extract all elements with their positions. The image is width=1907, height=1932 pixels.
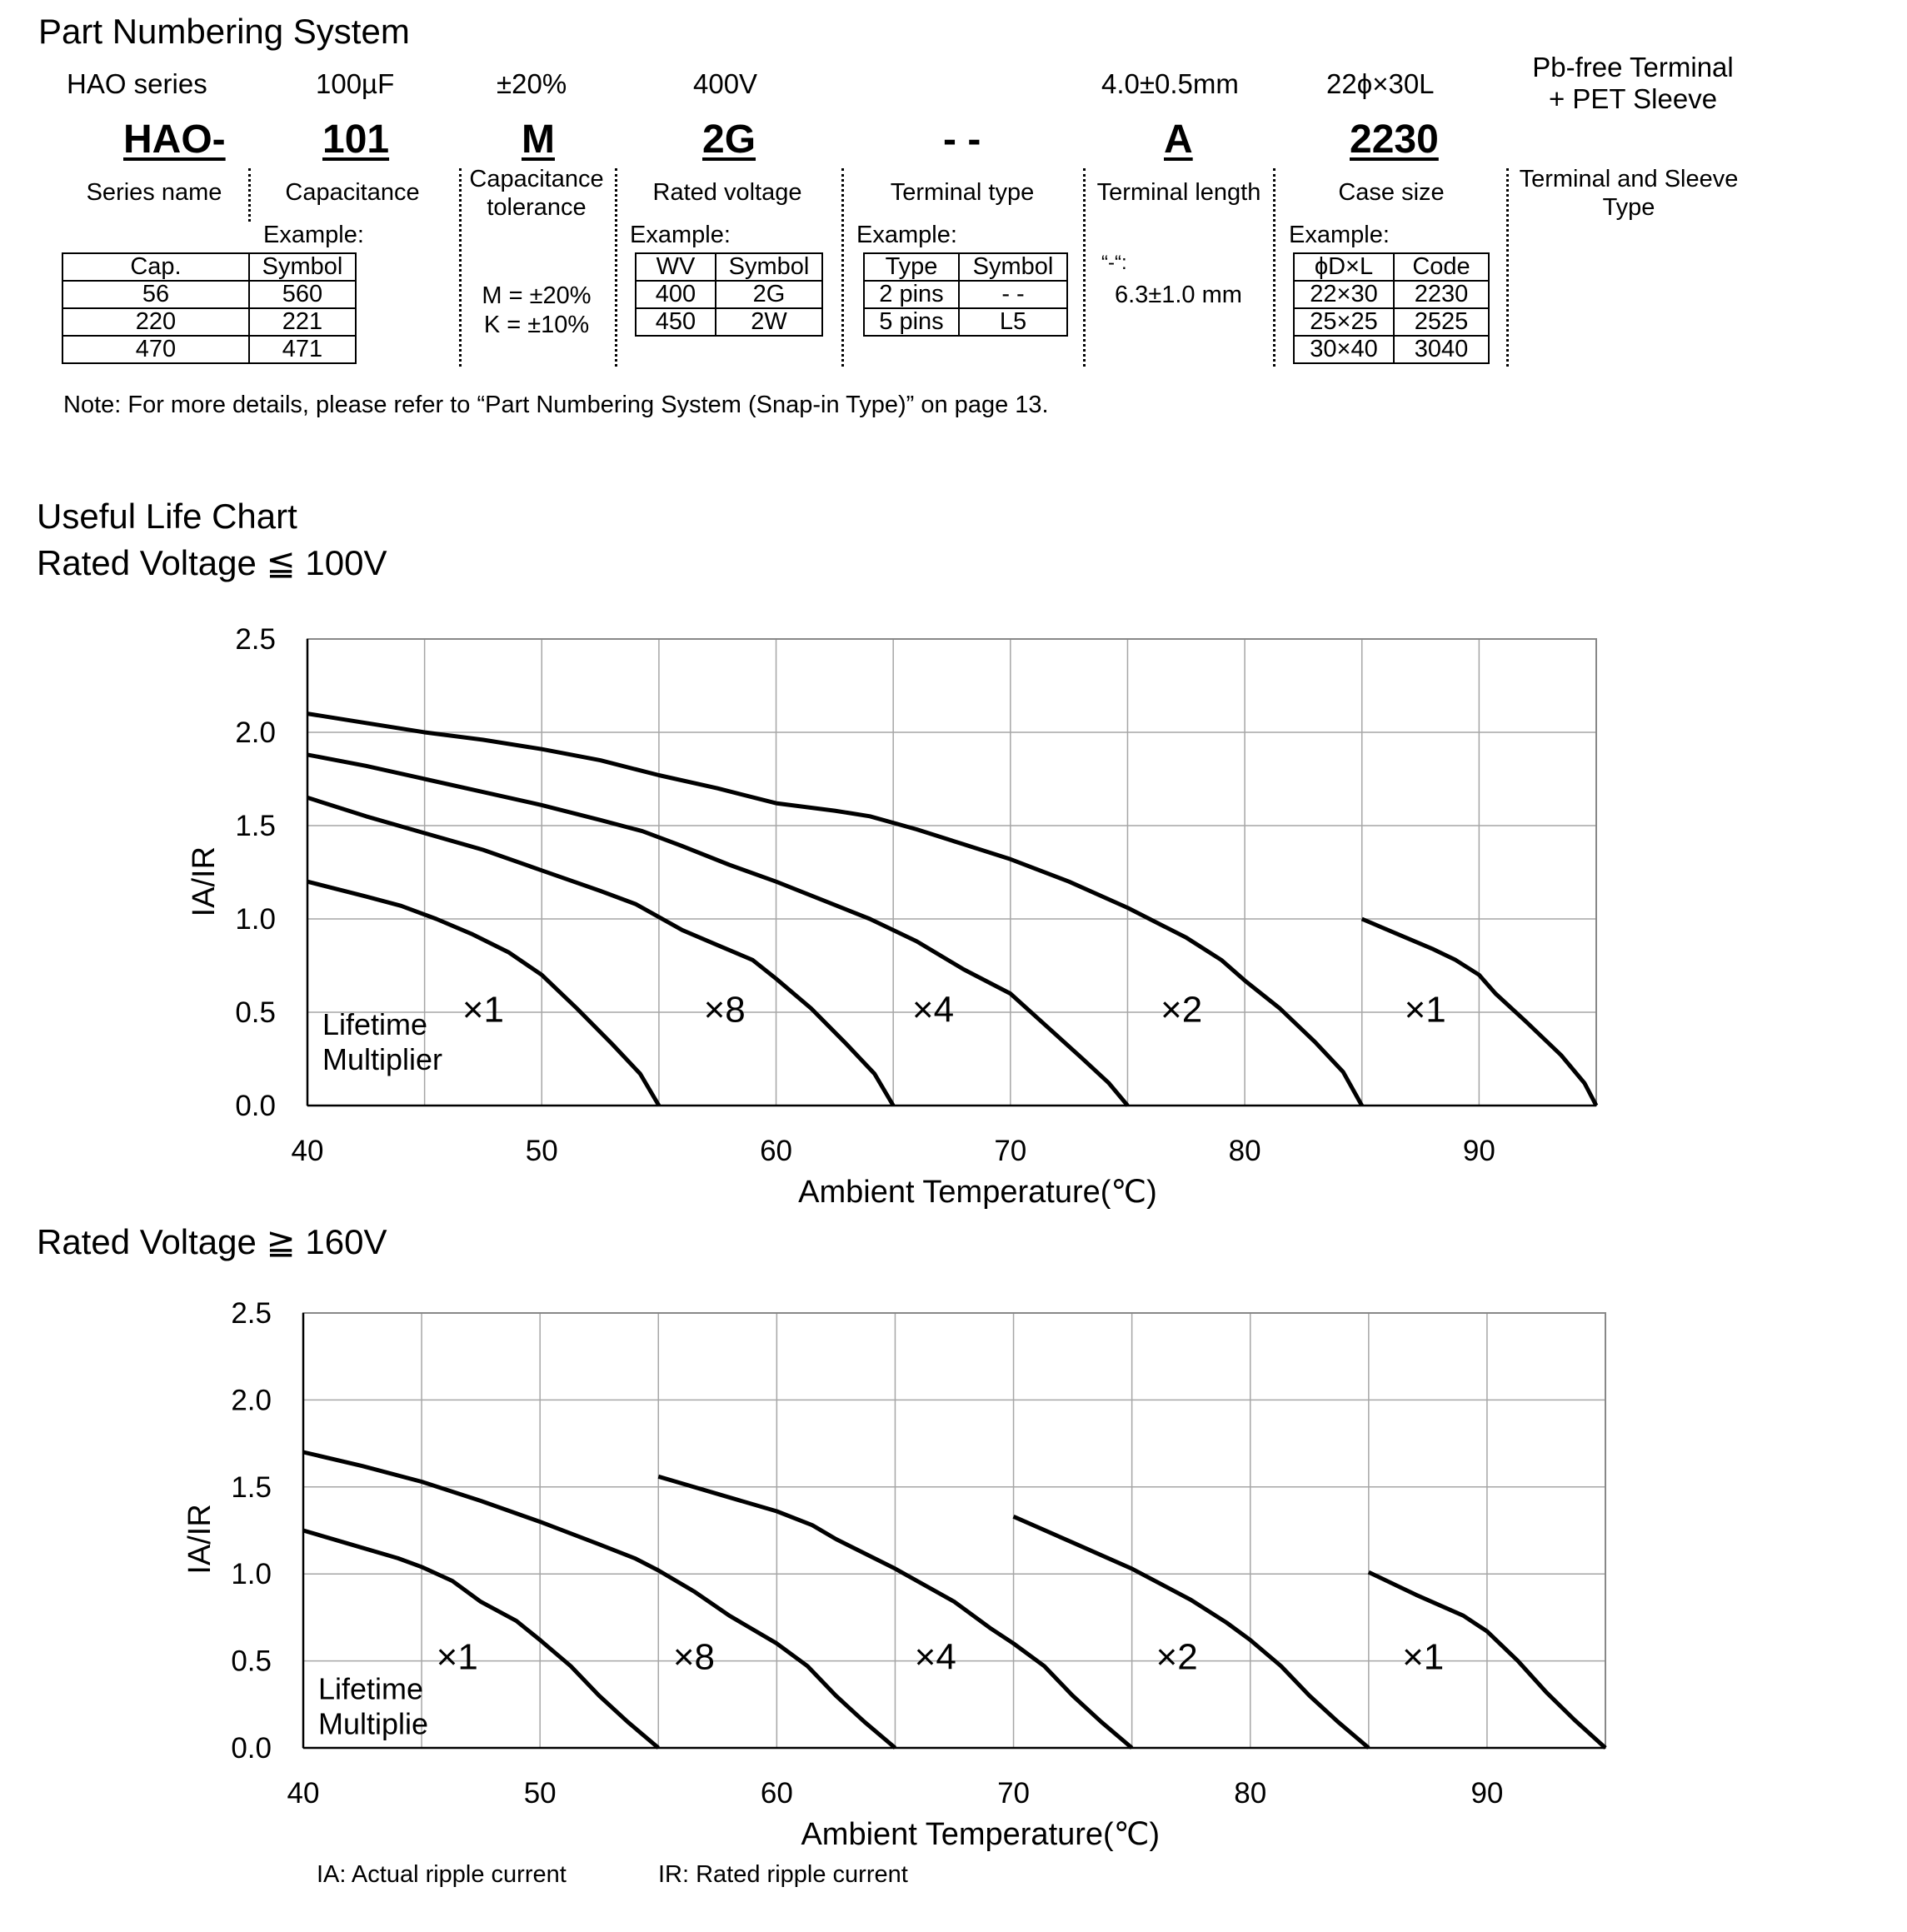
x-tick-label: 80 — [1228, 1135, 1261, 1167]
label-capacitance: Capacitance — [285, 179, 420, 206]
label-series-name: Series name — [86, 179, 222, 206]
table-row — [62, 336, 356, 363]
series-label-5: ×1 — [1402, 1636, 1445, 1678]
code-terminal-length: A — [1164, 117, 1193, 162]
label-terminal-length: Terminal length — [1096, 179, 1261, 206]
table-header: Type — [864, 253, 959, 281]
table-cell: 471 — [249, 336, 356, 363]
table-header: Symbol — [959, 253, 1067, 281]
tolerance-code-k: K = ±10% — [483, 312, 590, 338]
table-cell: 2 pins — [864, 281, 959, 308]
table-cell: 25×25 — [1294, 308, 1394, 336]
x-tick-label: 50 — [525, 1135, 558, 1167]
plot-frame — [307, 639, 1596, 1106]
y-tick-label: 0.0 — [231, 1732, 272, 1765]
x-tick-label: 70 — [997, 1777, 1031, 1810]
table-row — [864, 308, 1067, 336]
label-capacitance-tolerance: Capacitance tolerance — [469, 166, 604, 221]
example-tolerance: ±20% — [497, 68, 567, 99]
voltage-table — [635, 252, 823, 337]
example-terminal-sleeve — [1483, 52, 1783, 115]
lifetime-multiplier-label-line1: Lifetime — [322, 1006, 428, 1041]
x-axis-label: Ambient Temperature(℃) — [801, 1817, 1161, 1852]
example-label-terminal-type: Example: — [856, 222, 957, 248]
example-case-size: 22ϕ×30L — [1326, 68, 1435, 99]
useful-life-title: Useful Life Chart — [37, 497, 297, 536]
table-cell: 470 — [62, 336, 249, 363]
series-label-4: ×2 — [1161, 989, 1203, 1031]
table-row — [636, 308, 822, 336]
table-header: ϕD×L — [1294, 253, 1394, 281]
y-axis-label: IA/IR — [187, 846, 222, 917]
table-header-row — [1294, 253, 1489, 281]
code-terminal-type: - - — [943, 117, 981, 162]
table-header: Cap. — [62, 253, 249, 281]
x-tick-label: 60 — [760, 1777, 793, 1810]
code-capacitance: 101 — [322, 117, 390, 162]
y-tick-label: 0.5 — [231, 1645, 272, 1678]
series-line-4 — [307, 714, 1362, 1106]
y-tick-label: 1.5 — [231, 1470, 272, 1504]
table-cell: L5 — [959, 308, 1067, 336]
x-tick-label: 70 — [994, 1135, 1027, 1167]
table-cell: - - — [959, 281, 1067, 308]
terminal-type-table — [863, 252, 1068, 337]
table-cell: 400 — [636, 281, 716, 308]
lifetime-multiplier-label-line1: Lifetime — [318, 1671, 424, 1706]
series-label-5: ×1 — [1404, 989, 1446, 1031]
table-header: WV — [636, 253, 716, 281]
example-terminal-length: 4.0±0.5mm — [1101, 68, 1239, 99]
y-axis-label: IA/IR — [182, 1504, 217, 1575]
code-tolerance: M — [522, 117, 555, 162]
label-rated-voltage: Rated voltage — [652, 179, 802, 206]
example-terminal-sleeve-line1: Pb-free Terminal — [1532, 52, 1734, 82]
label-terminal-sleeve-type: Terminal and Sleeve Type — [1519, 166, 1739, 221]
case-size-table — [1293, 252, 1490, 364]
table-header: Code — [1394, 253, 1489, 281]
code-series: HAO- — [123, 117, 226, 162]
table-row — [1294, 281, 1489, 308]
capacitance-table — [62, 252, 357, 364]
chart1-heading: Rated Voltage ≦ 100V — [37, 543, 387, 582]
label-case-size: Case size — [1338, 179, 1445, 206]
table-cell: 220 — [62, 308, 249, 336]
table-header-row — [62, 253, 356, 281]
table-row — [62, 308, 356, 336]
series-label-1: ×1 — [436, 1636, 478, 1678]
label-terminal-type: Terminal type — [890, 179, 1035, 206]
x-tick-label: 40 — [291, 1135, 324, 1167]
example-capacitance: 100µF — [316, 68, 395, 99]
separator — [248, 168, 251, 222]
tolerance-code-m: M = ±20% — [482, 282, 592, 309]
terminal-length-note-value: 6.3±1.0 mm — [1115, 282, 1242, 308]
x-tick-label: 90 — [1462, 1135, 1495, 1167]
series-label-3: ×4 — [911, 989, 955, 1031]
table-cell: 3040 — [1394, 336, 1489, 363]
x-tick-label: 50 — [523, 1777, 557, 1810]
table-row — [636, 281, 822, 308]
y-tick-label: 2.5 — [235, 623, 276, 656]
x-tick-label: 60 — [760, 1135, 793, 1167]
series-label-4: ×2 — [1156, 1636, 1198, 1678]
y-tick-label: 1.0 — [231, 1558, 272, 1591]
separator — [615, 168, 617, 367]
separator — [841, 168, 844, 367]
example-label-capacitance: Example: — [263, 222, 364, 248]
example-label-case-size: Example: — [1289, 222, 1390, 248]
series-line-4 — [1014, 1516, 1369, 1748]
table-header: Symbol — [716, 253, 822, 281]
code-voltage: 2G — [702, 117, 756, 162]
table-cell: 2G — [716, 281, 822, 308]
example-voltage: 400V — [693, 68, 758, 99]
series-label-3: ×4 — [914, 1636, 956, 1678]
code-case-size: 2230 — [1350, 117, 1439, 162]
table-header: Symbol — [249, 253, 356, 281]
table-header-row — [636, 253, 822, 281]
y-tick-label: 0.0 — [235, 1090, 276, 1122]
separator — [1506, 168, 1509, 367]
table-cell: 450 — [636, 308, 716, 336]
y-tick-label: 2.0 — [235, 716, 276, 749]
table-row — [1294, 336, 1489, 363]
x-tick-label: 90 — [1470, 1777, 1504, 1810]
y-tick-label: 0.5 — [235, 996, 276, 1029]
table-cell: 56 — [62, 281, 249, 308]
y-tick-label: 1.5 — [235, 810, 276, 842]
table-cell: 221 — [249, 308, 356, 336]
plot-frame — [303, 1313, 1605, 1748]
part-numbering-title: Part Numbering System — [38, 12, 410, 51]
x-tick-label: 40 — [287, 1777, 320, 1810]
x-axis-label: Ambient Temperature(℃) — [798, 1175, 1157, 1210]
table-cell: 2230 — [1394, 281, 1489, 308]
y-tick-label: 2.5 — [231, 1297, 272, 1330]
table-row — [864, 281, 1067, 308]
separator — [1273, 168, 1275, 367]
series-label-2: ×8 — [672, 1636, 715, 1678]
example-terminal-sleeve-line2: + PET Sleeve — [1548, 83, 1718, 114]
table-cell: 2525 — [1394, 308, 1489, 336]
x-tick-label: 80 — [1234, 1777, 1267, 1810]
separator — [459, 168, 462, 367]
table-cell: 560 — [249, 281, 356, 308]
tolerance-codes — [465, 282, 608, 340]
useful-life-chart-low-voltage — [0, 617, 1907, 1216]
series-label-2: ×8 — [703, 989, 746, 1031]
lifetime-multiplier-label-line2: Multiplier — [322, 1041, 443, 1076]
table-cell: 2W — [716, 308, 822, 336]
y-tick-label: 2.0 — [231, 1384, 272, 1417]
series-label-1: ×1 — [462, 989, 505, 1031]
terminal-length-note-marker: “-“: — [1101, 252, 1127, 274]
footnote-ia: IA: Actual ripple current — [317, 1861, 567, 1888]
separator — [1083, 168, 1086, 367]
example-label-voltage: Example: — [630, 222, 731, 248]
table-row — [1294, 308, 1489, 336]
chart2-heading: Rated Voltage ≧ 160V — [37, 1222, 387, 1261]
table-header-row — [864, 253, 1067, 281]
table-row — [62, 281, 356, 308]
table-cell: 22×30 — [1294, 281, 1394, 308]
lifetime-multiplier-label-line2: Multiplie — [318, 1706, 429, 1741]
table-cell: 30×40 — [1294, 336, 1394, 363]
table-cell: 5 pins — [864, 308, 959, 336]
example-series: HAO series — [67, 68, 207, 99]
y-tick-label: 1.0 — [235, 903, 276, 936]
useful-life-chart-high-voltage — [0, 1287, 1907, 1870]
footnote-ir: IR: Rated ripple current — [658, 1861, 908, 1888]
part-numbering-note: Note: For more details, please refer to “Part Numbering System (Snap-in Type)” on page 13. — [63, 392, 1049, 418]
